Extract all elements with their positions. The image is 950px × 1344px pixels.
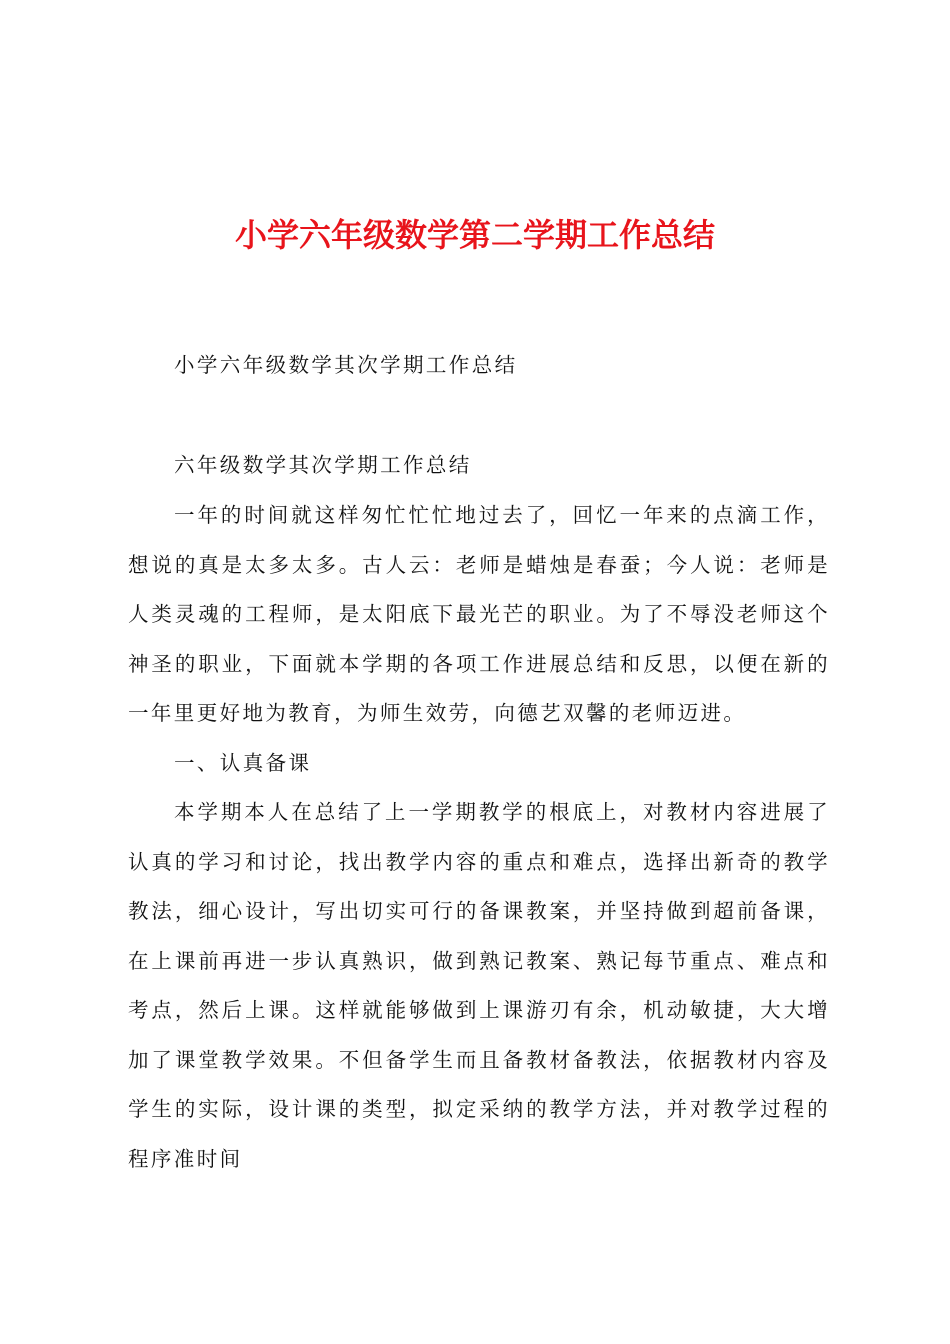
document-body xyxy=(128,491,830,1184)
section-heading-preparation: 一、认真备课 xyxy=(174,750,312,775)
subtitle-line-2: 六年级数学其次学期工作总结 xyxy=(174,453,472,477)
document-title: 小学六年级数学第二学期工作总结 xyxy=(234,216,715,254)
subtitle-line-1: 小学六年级数学其次学期工作总结 xyxy=(174,353,518,377)
paragraph-preparation: 本学期本人在总结了上一学期教学的根底上，对教材内容进展了认真的学习和讨论，找出教学内容的重点和难点，选择出新奇的教学教法，细心设计，写出切实可行的备课教案，并坚持做到超前备课，在上课前再进一步认真熟识，做到熟记教案、熟记每节重点、难点和考点，然后上课。这样就能够做到上课游刃有余，机动敏捷，大大增加了课堂教学效果。不但备学生而且备教材备教法，依据教材内容及学生的实际，设计课的类型，拟定采纳的教学方法，并对教学过程的程序准时间 xyxy=(128,800,830,1171)
paragraph-intro: 一年的时间就这样匆忙忙忙地过去了，回忆一年来的点滴工作，想说的真是太多太多。古人云：老师是蜡烛是春蚕；今人说：老师是人类灵魂的工程师，是太阳底下最光芒的职业。为了不辱没老师这个神圣的职业，下面就本学期的各项工作进展总结和反思，以便在新的一年里更好地为教育，为师生效劳，向德艺双馨的老师迈进。 xyxy=(128,503,830,725)
